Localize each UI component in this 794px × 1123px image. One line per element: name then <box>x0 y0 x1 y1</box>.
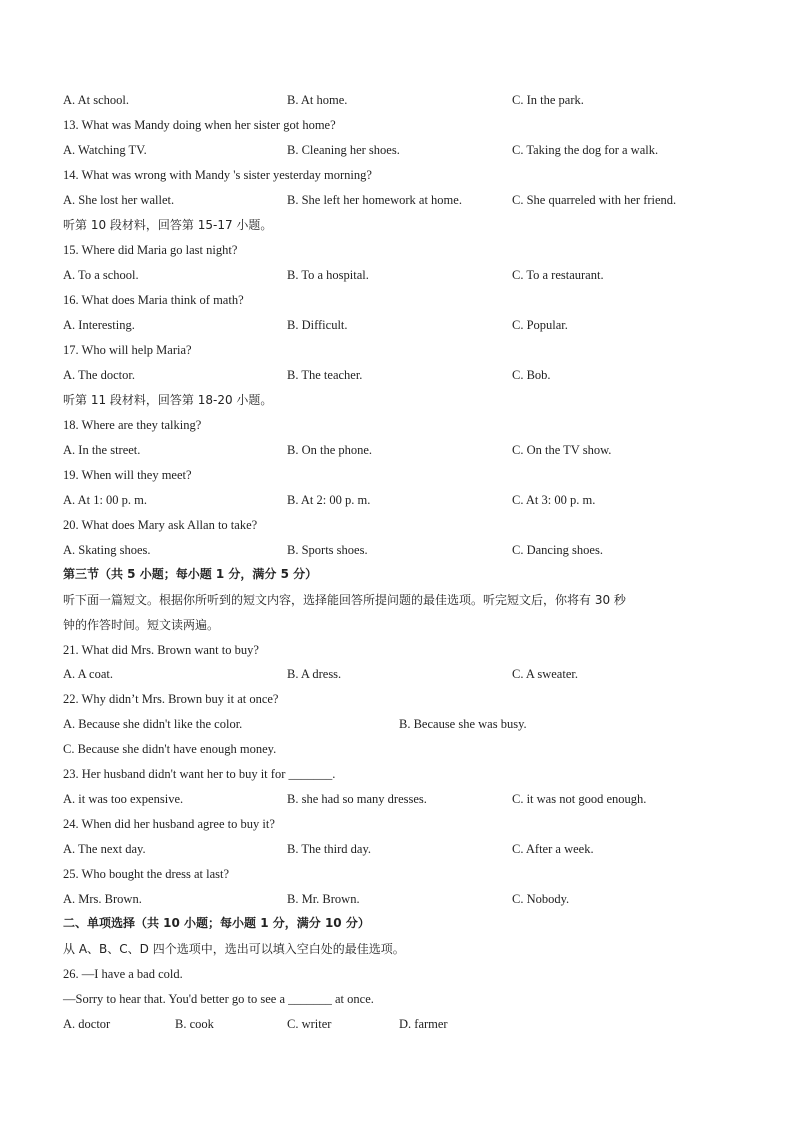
q14-option-a: A. She lost her wallet. <box>63 193 175 207</box>
q26-option-b: B. cook <box>175 1017 214 1031</box>
q18-option-a: A. In the street. <box>63 443 141 457</box>
q25-option-b: B. Mr. Brown. <box>287 892 360 906</box>
q13-option-c: C. Taking the dog for a walk. <box>512 143 659 157</box>
q20-stem: 20. What does Mary ask Allan to take? <box>63 518 258 532</box>
q26-stem-response: —Sorry to hear that. You'd better go to see a _______ at once. <box>63 992 374 1006</box>
q25-option-c: C. Nobody. <box>512 892 570 906</box>
q24-stem: 24. When did her husband agree to buy it? <box>63 817 275 831</box>
q22-option-a: A. Because she didn't like the color. <box>63 717 243 731</box>
q22-option-b: B. Because she was busy. <box>399 717 527 731</box>
q20-option-b: B. Sports shoes. <box>287 543 368 557</box>
q22-option-c: C. Because she didn't have enough money. <box>63 742 277 756</box>
q24-option-a: A. The next day. <box>63 842 146 856</box>
q12-option-c: C. In the park. <box>512 93 584 107</box>
q21-option-a: A. A coat. <box>63 667 113 681</box>
q24-option-c: C. After a week. <box>512 842 594 856</box>
q17-option-a: A. The doctor. <box>63 368 135 382</box>
q26-option-a: A. doctor <box>63 1017 111 1031</box>
q21-stem: 21. What did Mrs. Brown want to buy? <box>63 643 259 657</box>
section3-instructions-1: 听下面一篇短文。根据你所听到的短文内容，选择能回答所提问题的最佳选项。听完短文后，你将有 30 秒 <box>63 593 626 607</box>
q23-option-a: A. it was too expensive. <box>63 792 184 806</box>
q19-option-c: C. At 3: 00 p. m. <box>512 493 596 507</box>
q20-option-c: C. Dancing shoes. <box>512 543 603 557</box>
q21-option-c: C. A sweater. <box>512 667 578 681</box>
q19-stem: 19. When will they meet? <box>63 468 192 482</box>
section-intro-11: 听第 11 段材料，回答第 18-20 小题。 <box>63 393 273 407</box>
part2-title: 二、单项选择（共 10 小题；每小题 1 分，满分 10 分） <box>63 916 370 930</box>
q15-stem: 15. Where did Maria go last night? <box>63 243 238 257</box>
q20-option-a: A. Skating shoes. <box>63 543 151 557</box>
q18-option-c: C. On the TV show. <box>512 443 612 457</box>
q16-option-b: B. Difficult. <box>287 318 348 332</box>
part2-instructions: 从 A、B、C、D 四个选项中，选出可以填入空白处的最佳选项。 <box>63 942 405 956</box>
q26-option-c: C. writer <box>287 1017 332 1031</box>
section3-title: 第三节（共 5 小题；每小题 1 分，满分 5 分） <box>63 567 318 581</box>
section-intro-10: 听第 10 段材料，回答第 15-17 小题。 <box>63 218 273 232</box>
q25-option-a: A. Mrs. Brown. <box>63 892 142 906</box>
q13-stem: 13. What was Mandy doing when her sister got home? <box>63 118 336 132</box>
q17-stem: 17. Who will help Maria? <box>63 343 192 357</box>
q18-option-b: B. On the phone. <box>287 443 373 457</box>
q12-option-a: A. At school. <box>63 93 129 107</box>
q15-option-b: B. To a hospital. <box>287 268 369 282</box>
q16-option-a: A. Interesting. <box>63 318 135 332</box>
q14-stem: 14. What was wrong with Mandy 's sister yesterday morning? <box>63 168 372 182</box>
q25-stem: 25. Who bought the dress at last? <box>63 867 230 881</box>
q23-stem: 23. Her husband didn't want her to buy it for _______. <box>63 767 336 781</box>
q16-option-c: C. Popular. <box>512 318 568 332</box>
q24-option-b: B. The third day. <box>287 842 372 856</box>
q26-stem: 26. —I have a bad cold. <box>63 967 183 981</box>
q12-option-b: B. At home. <box>287 93 348 107</box>
q13-option-b: B. Cleaning her shoes. <box>287 143 400 157</box>
q21-option-b: B. A dress. <box>287 667 342 681</box>
q14-option-b: B. She left her homework at home. <box>287 193 462 207</box>
section3-instructions-2: 钟的作答时间。短文读两遍。 <box>63 618 220 632</box>
q14-option-c: C. She quarreled with her friend. <box>512 193 677 207</box>
q22-stem: 22. Why didn’t Mrs. Brown buy it at once? <box>63 692 279 706</box>
q17-option-b: B. The teacher. <box>287 368 363 382</box>
q23-option-c: C. it was not good enough. <box>512 792 647 806</box>
q23-option-b: B. she had so many dresses. <box>287 792 427 806</box>
q15-option-c: C. To a restaurant. <box>512 268 604 282</box>
q13-option-a: A. Watching TV. <box>63 143 147 157</box>
q16-stem: 16. What does Maria think of math? <box>63 293 244 307</box>
q17-option-c: C. Bob. <box>512 368 551 382</box>
q18-stem: 18. Where are they talking? <box>63 418 202 432</box>
q19-option-a: A. At 1: 00 p. m. <box>63 493 148 507</box>
q26-option-d: D. farmer <box>399 1017 448 1031</box>
q15-option-a: A. To a school. <box>63 268 139 282</box>
q19-option-b: B. At 2: 00 p. m. <box>287 493 371 507</box>
